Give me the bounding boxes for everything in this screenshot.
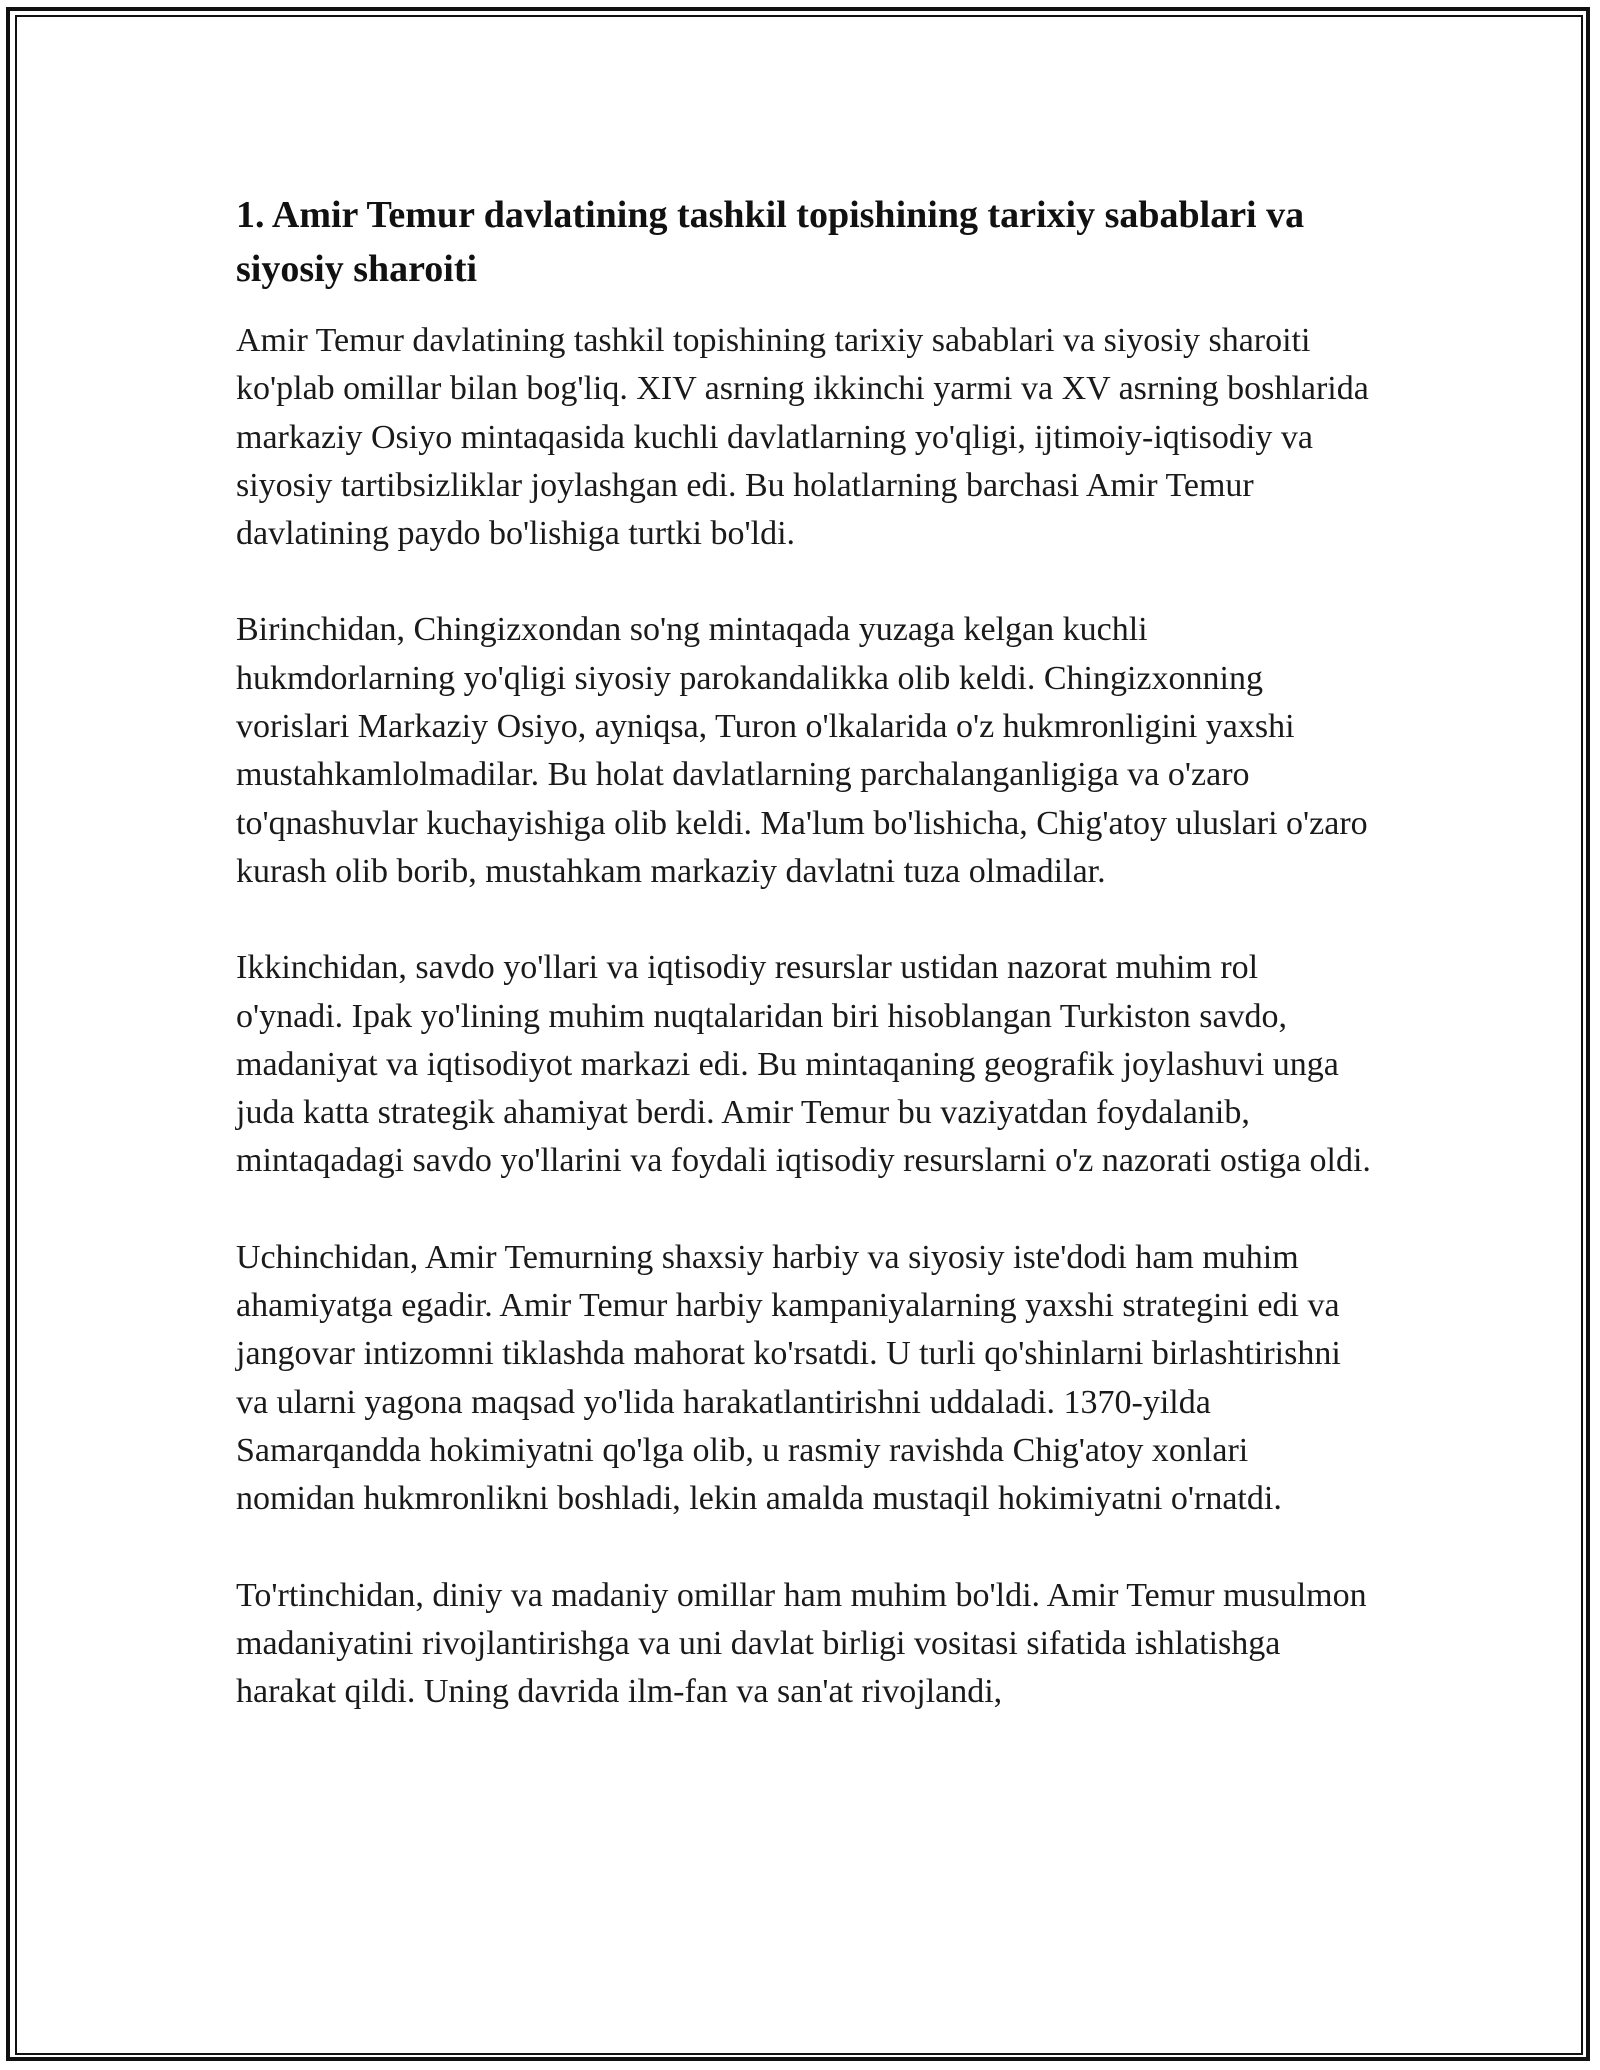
paragraph-fourth-reason: To'rtinchidan, diniy va madaniy omillar ham muhim bo'ldi. Amir Temur musulmon madaniyatini rivojlantirishga va uni davlat birligi vositasi sifatida ishlatishga harakat qildi. Uning davrida ilm-fan va san'at rivojlandi, [236, 1576, 1367, 1711]
paragraph-first-reason: Birinchidan, Chingizxondan so'ng mintaqada yuzaga kelgan kuchli hukmdorlarning yo'qligi siyosiy parokandalikka olib keldi. Chingizxonning vorislari Markaziy Osiyo, ayniqsa, Turon o'lkalarida o'z hukmronligini yaxshi mustahkamlolmadilar. Bu holat davlatlarning parchalanganligiga va o'zaro to'qnashuvlar kuchayishiga olib keldi. Ma'lum bo'lishicha, Chig'atoy uluslari o'zaro kurash olib borib, mustahkam markaziy davlatni tuza olmadilar. [236, 611, 1368, 890]
paragraph-second-reason: Ikkinchidan, savdo yo'llari va iqtisodiy resurslar ustidan nazorat muhim rol o'ynadi. Ipak yo'lining muhim nuqtalaridan biri hisoblangan Turkiston savdo, madaniyat va iqtisodiyot markazi edi. Bu mintaqaning geografik joylashuvi unga juda katta strategik ahamiyat berdi. Amir Temur bu vaziyatdan foydalanib, mintaqadagi savdo yo'llarini va foydali iqtisodiy resurslarni o'z nazorati ostiga oldi. [236, 949, 1371, 1180]
document-body [236, 188, 1371, 1716]
paragraph-third-reason: Uchinchidan, Amir Temurning shaxsiy harbiy va siyosiy iste'dodi ham muhim ahamiyatga egadir. Amir Temur harbiy kampaniyalarning yaxshi strategini edi va jangovar intizomni tiklashda mahorat ko'rsatdi. U turli qo'shinlarni birlashtirishni va ularni yagona maqsad yo'lida harakatlantirishni uddaladi. 1370-yilda Samarqandda hokimiyatni qo'lga olib, u rasmiy ravishda Chig'atoy xonlari nomidan hukmronlikni boshladi, lekin amalda mustaqil hokimiyatni o'rnatdi. [236, 1238, 1341, 1518]
section-heading: 1. Amir Temur davlatining tashkil topishining tarixiy sabablari va siyosiy sharoiti [236, 194, 1305, 290]
paragraph-intro: Amir Temur davlatining tashkil topishining tarixiy sabablari va siyosiy sharoiti ko'plab omillar bilan bog'liq. XIV asrning ikkinchi yarmi va XV asrning boshlarida markaziy Osiyo mintaqasida kuchli davlatlarning yo'qligi, ijtimoiy-iqtisodiy va siyosiy tartibsizliklar joylashgan edi. Bu holatlarning barchasi Amir Temur davlatining paydo bo'lishiga turtki bo'ldi. [236, 322, 1369, 553]
